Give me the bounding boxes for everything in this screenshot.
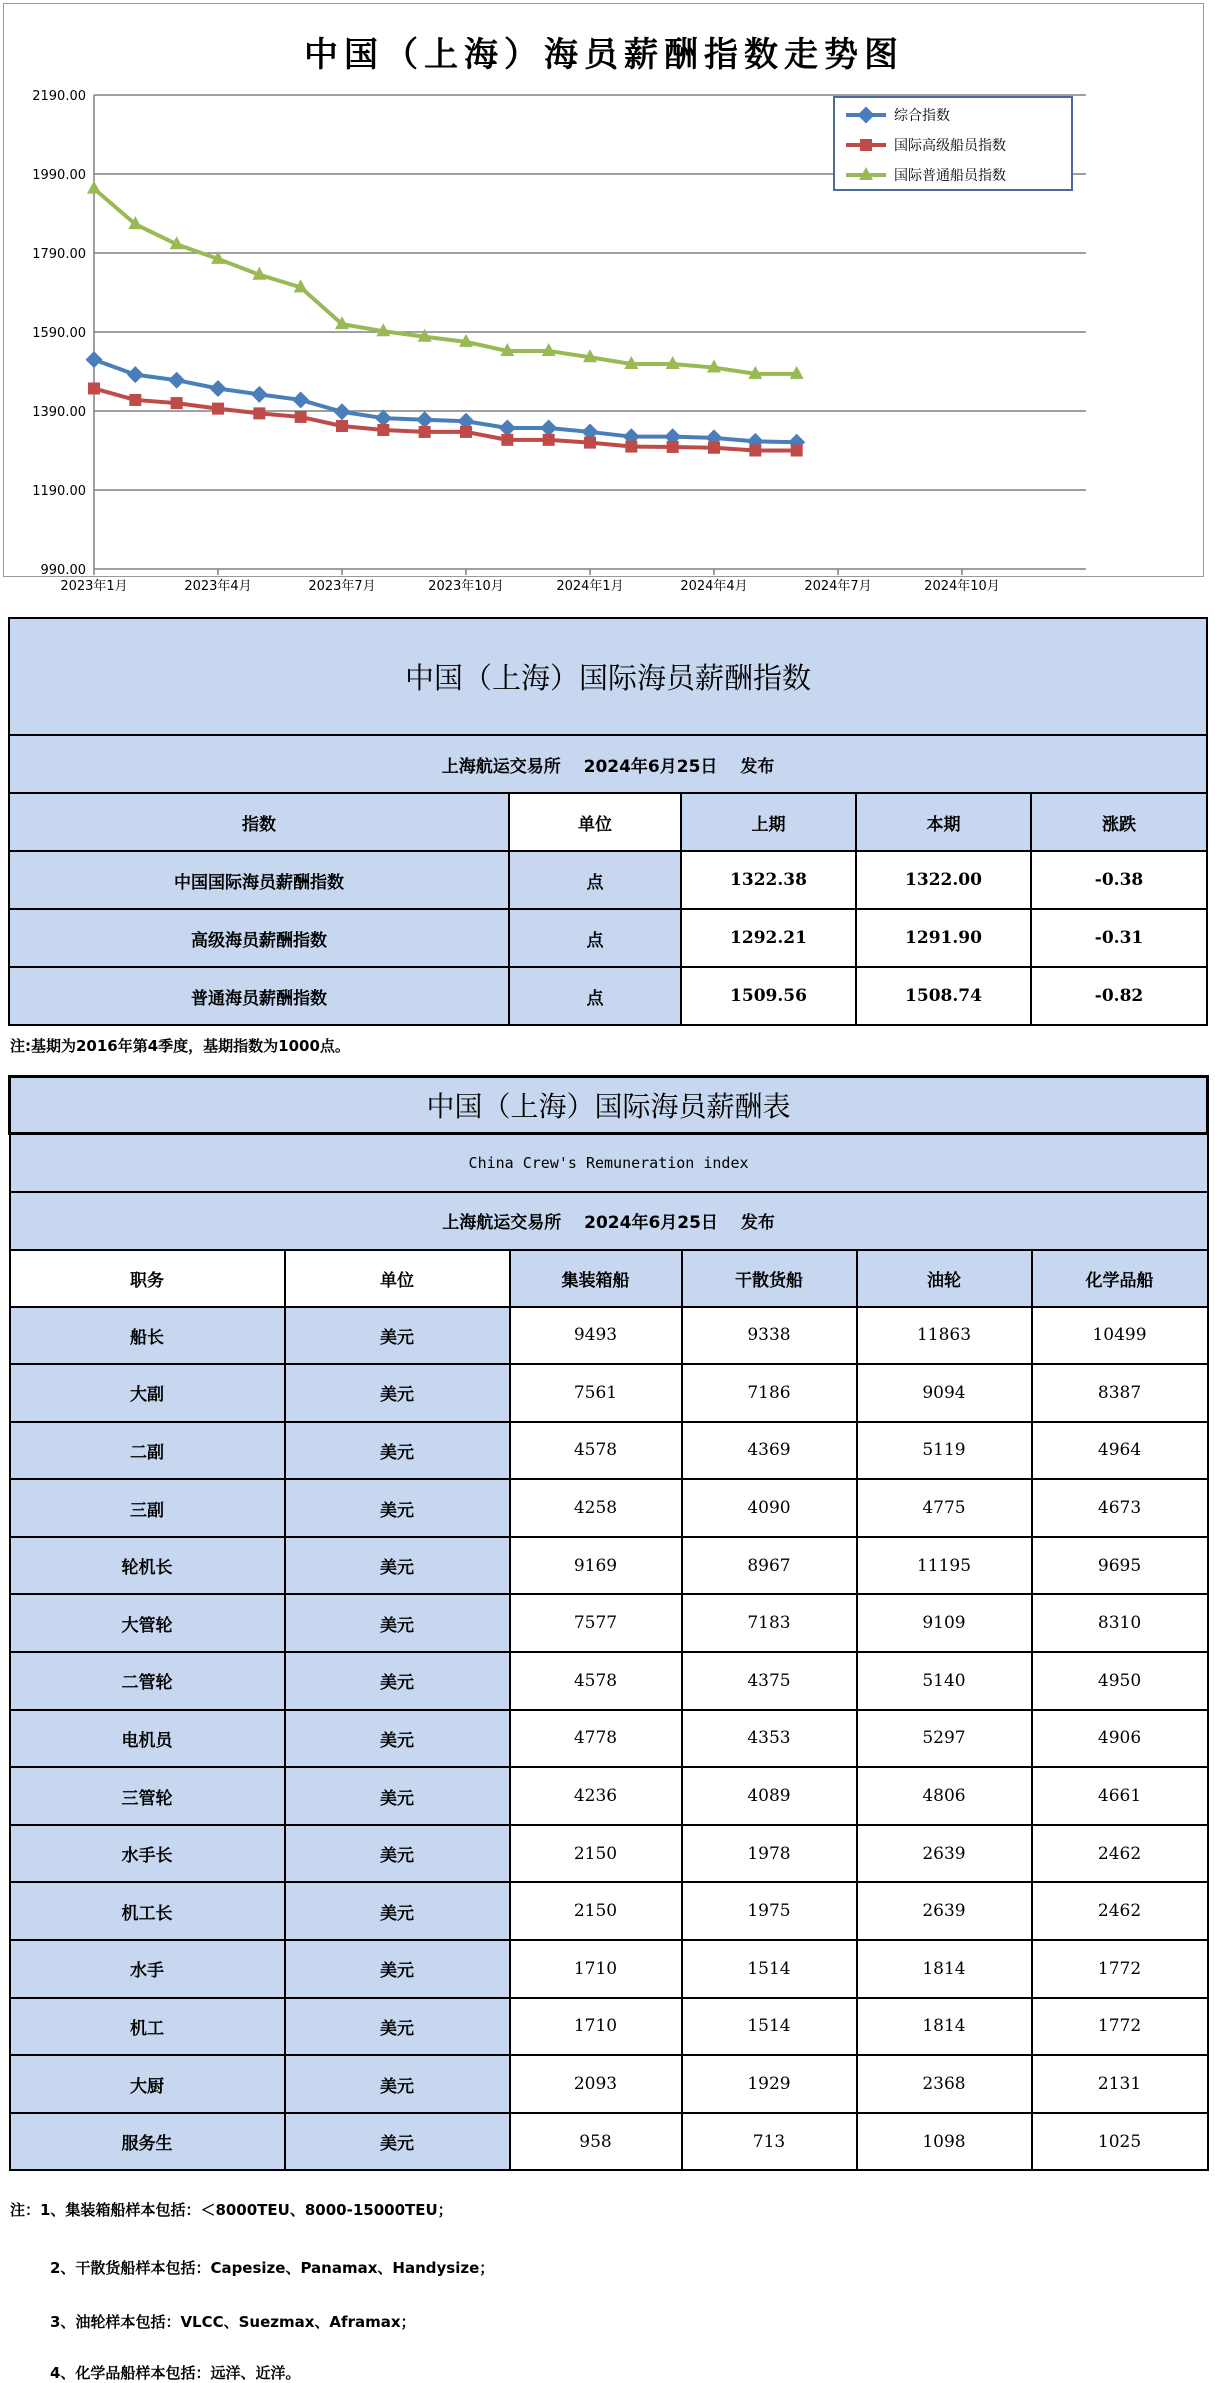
tanker-pay: 4775 (857, 1479, 1032, 1537)
x-tick-label: 2024年1月 (556, 579, 624, 594)
table-row (10, 1998, 1208, 2056)
header-cell: 单位 (285, 1250, 510, 1307)
chemical-tanker-pay: 8310 (1032, 1594, 1208, 1652)
data-point (292, 391, 309, 408)
data-point (295, 411, 307, 423)
data-point (129, 394, 141, 406)
bulk-carrier-pay: 713 (682, 2113, 857, 2171)
container-ship-pay: 7577 (510, 1594, 682, 1652)
data-point (625, 441, 637, 453)
unit-cell: 美元 (285, 1652, 510, 1710)
container-ship-pay: 9169 (510, 1537, 682, 1595)
chemical-tanker-pay: 2462 (1032, 1882, 1208, 1940)
bulk-carrier-pay: 9338 (682, 1307, 857, 1365)
data-point (171, 397, 183, 409)
base-period-note: 注:基期为2016年第4季度，基期指数为1000点。 (10, 1037, 350, 1055)
bulk-carrier-pay: 4089 (682, 1767, 857, 1825)
tanker-pay: 5119 (857, 1422, 1032, 1480)
header-cell: 涨跌 (1031, 793, 1207, 851)
y-tick-label: 1590.00 (32, 326, 86, 341)
chemical-tanker-pay: 2462 (1032, 1825, 1208, 1883)
sample-note-1: 注：1、集装箱船样本包括：＜8000TEU、8000-15000TEU； (10, 2201, 453, 2219)
y-tick-label: 1990.00 (32, 168, 86, 183)
current-value: 1291.90 (856, 909, 1031, 967)
data-point (251, 386, 268, 403)
chemical-tanker-pay: 4964 (1032, 1422, 1208, 1480)
bulk-carrier-pay: 4090 (682, 1479, 857, 1537)
bulk-carrier-pay: 7186 (682, 1364, 857, 1422)
table-row (10, 1537, 1208, 1595)
legend-label: 国际高级船员指数 (894, 138, 1006, 154)
pay-table-subtitle: China Crew's Remuneration index (10, 1134, 1208, 1192)
position-cell: 服务生 (10, 2113, 285, 2171)
data-point (460, 426, 472, 438)
y-tick-label: 1790.00 (32, 247, 86, 262)
bulk-carrier-pay: 4369 (682, 1422, 857, 1480)
unit-cell: 点 (509, 909, 681, 967)
y-tick-label: 1390.00 (32, 405, 86, 420)
unit-cell: 美元 (285, 1422, 510, 1480)
data-point (708, 442, 720, 454)
x-tick-label: 2024年4月 (680, 579, 748, 594)
container-ship-pay: 4578 (510, 1652, 682, 1710)
data-point (543, 434, 555, 446)
position-cell: 大管轮 (10, 1594, 285, 1652)
data-point (210, 380, 227, 397)
bulk-carrier-pay: 1514 (682, 1998, 857, 2056)
table-row (10, 1710, 1208, 1768)
data-point (791, 445, 803, 457)
data-point (88, 382, 100, 394)
data-point (334, 403, 351, 420)
chemical-tanker-pay: 2131 (1032, 2055, 1208, 2113)
bulk-carrier-pay: 4375 (682, 1652, 857, 1710)
unit-cell: 美元 (285, 2113, 510, 2171)
chemical-tanker-pay: 4661 (1032, 1767, 1208, 1825)
data-point (584, 437, 596, 449)
chemical-tanker-pay: 1025 (1032, 2113, 1208, 2171)
unit-cell: 美元 (285, 1307, 510, 1365)
chart-container (3, 3, 1204, 594)
chemical-tanker-pay: 1772 (1032, 1998, 1208, 2056)
bulk-carrier-pay: 8967 (682, 1537, 857, 1595)
container-ship-pay: 2150 (510, 1825, 682, 1883)
tanker-pay: 2639 (857, 1825, 1032, 1883)
table-row (10, 1364, 1208, 1422)
chemical-tanker-pay: 8387 (1032, 1364, 1208, 1422)
index-name: 普通海员薪酬指数 (9, 967, 509, 1025)
chart-title: 中国（上海）海员薪酬指数走势图 (304, 35, 904, 75)
y-tick-label: 2190.00 (32, 89, 86, 104)
container-ship-pay: 4258 (510, 1479, 682, 1537)
position-cell: 大厨 (10, 2055, 285, 2113)
index-name: 中国国际海员薪酬指数 (9, 851, 509, 909)
change-value: -0.82 (1031, 967, 1207, 1025)
header-cell: 油轮 (857, 1250, 1032, 1307)
container-ship-pay: 7561 (510, 1364, 682, 1422)
unit-cell: 美元 (285, 1710, 510, 1768)
index-table-header-row (9, 793, 1207, 851)
table-row (10, 1479, 1208, 1537)
tanker-pay: 2368 (857, 2055, 1032, 2113)
tanker-pay: 9094 (857, 1364, 1032, 1422)
table-row (10, 1594, 1208, 1652)
tanker-pay: 4806 (857, 1767, 1032, 1825)
unit-cell: 美元 (285, 1594, 510, 1652)
table-row (9, 967, 1207, 1025)
position-cell: 二副 (10, 1422, 285, 1480)
header-cell: 单位 (509, 793, 681, 851)
x-tick-label: 2024年7月 (804, 579, 872, 594)
data-point (212, 403, 224, 415)
position-cell: 水手 (10, 1940, 285, 1998)
tanker-pay: 1814 (857, 1940, 1032, 1998)
position-cell: 电机员 (10, 1710, 285, 1768)
bulk-carrier-pay: 1978 (682, 1825, 857, 1883)
y-tick-label: 1190.00 (32, 484, 86, 499)
table-row (10, 1940, 1208, 1998)
tanker-pay: 2639 (857, 1882, 1032, 1940)
x-tick-label: 2023年1月 (60, 579, 128, 594)
header-cell: 指数 (9, 793, 509, 851)
container-ship-pay: 4578 (510, 1422, 682, 1480)
position-cell: 二管轮 (10, 1652, 285, 1710)
chemical-tanker-pay: 4906 (1032, 1710, 1208, 1768)
container-ship-pay: 2093 (510, 2055, 682, 2113)
table-row (10, 1882, 1208, 1940)
container-ship-pay: 9493 (510, 1307, 682, 1365)
position-cell: 机工长 (10, 1882, 285, 1940)
x-tick-label: 2024年10月 (924, 579, 1000, 594)
legend-marker (860, 139, 872, 151)
table-row (9, 909, 1207, 967)
header-cell: 干散货船 (682, 1250, 857, 1307)
legend-label: 综合指数 (894, 108, 950, 124)
data-point (336, 420, 348, 432)
position-cell: 轮机长 (10, 1537, 285, 1595)
sample-note-3: 3、油轮样本包括：VLCC、Suezmax、Aframax； (50, 2313, 416, 2331)
bulk-carrier-pay: 4353 (682, 1710, 857, 1768)
unit-cell: 美元 (285, 2055, 510, 2113)
y-tick-label: 990.00 (40, 563, 86, 578)
table-row (10, 1825, 1208, 1883)
data-point (377, 424, 389, 436)
chemical-tanker-pay: 4950 (1032, 1652, 1208, 1710)
data-point (87, 181, 101, 194)
data-point (749, 445, 761, 457)
previous-value: 1292.21 (681, 909, 856, 967)
container-ship-pay: 958 (510, 2113, 682, 2171)
index-table (8, 617, 1208, 1026)
data-point (419, 426, 431, 438)
tanker-pay: 5297 (857, 1710, 1032, 1768)
tanker-pay: 5140 (857, 1652, 1032, 1710)
data-point (127, 366, 144, 383)
table-row (10, 2113, 1208, 2171)
series-line-3 (94, 189, 797, 374)
data-point (168, 372, 185, 389)
table-row (10, 2055, 1208, 2113)
data-point (416, 411, 433, 428)
sample-note-4: 4、化学品船样本包括：远洋、近洋。 (50, 2364, 301, 2382)
tanker-pay: 11195 (857, 1537, 1032, 1595)
change-value: -0.38 (1031, 851, 1207, 909)
position-cell: 三副 (10, 1479, 285, 1537)
unit-cell: 美元 (285, 1479, 510, 1537)
index-table-publisher: 上海航运交易所 2024年6月25日 发布 (9, 735, 1207, 793)
position-cell: 大副 (10, 1364, 285, 1422)
chemical-tanker-pay: 1772 (1032, 1940, 1208, 1998)
bulk-carrier-pay: 1514 (682, 1940, 857, 1998)
container-ship-pay: 1710 (510, 1998, 682, 2056)
series-line-1 (94, 360, 797, 443)
position-cell: 水手长 (10, 1825, 285, 1883)
header-cell: 化学品船 (1032, 1250, 1208, 1307)
tanker-pay: 9109 (857, 1594, 1032, 1652)
table-row (10, 1767, 1208, 1825)
change-value: -0.31 (1031, 909, 1207, 967)
current-value: 1508.74 (856, 967, 1031, 1025)
table-row (9, 851, 1207, 909)
container-ship-pay: 1710 (510, 1940, 682, 1998)
pay-table (8, 1075, 1209, 2171)
container-ship-pay: 4778 (510, 1710, 682, 1768)
table-row (10, 1307, 1208, 1365)
unit-cell: 美元 (285, 1364, 510, 1422)
sample-note-2: 2、干散货船样本包括：Capesize、Panamax、Handysize； (50, 2259, 495, 2277)
x-tick-label: 2023年7月 (308, 579, 376, 594)
position-cell: 船长 (10, 1307, 285, 1365)
header-cell: 上期 (681, 793, 856, 851)
index-name: 高级海员薪酬指数 (9, 909, 509, 967)
pay-table-header-row (10, 1250, 1208, 1307)
chemical-tanker-pay: 4673 (1032, 1479, 1208, 1537)
data-point (86, 351, 103, 368)
container-ship-pay: 2150 (510, 1882, 682, 1940)
x-tick-label: 2023年10月 (428, 579, 504, 594)
tanker-pay: 1098 (857, 2113, 1032, 2171)
unit-cell: 点 (509, 851, 681, 909)
unit-cell: 美元 (285, 1998, 510, 2056)
container-ship-pay: 4236 (510, 1767, 682, 1825)
header-cell: 集装箱船 (510, 1250, 682, 1307)
previous-value: 1322.38 (681, 851, 856, 909)
header-cell: 职务 (10, 1250, 285, 1307)
data-point (667, 441, 679, 453)
tanker-pay: 1814 (857, 1998, 1032, 2056)
previous-value: 1509.56 (681, 967, 856, 1025)
table-row (10, 1422, 1208, 1480)
index-trend-chart (4, 4, 1203, 594)
chemical-tanker-pay: 9695 (1032, 1537, 1208, 1595)
x-tick-label: 2023年4月 (184, 579, 252, 594)
pay-table-publisher: 上海航运交易所 2024年6月25日 发布 (10, 1192, 1208, 1250)
unit-cell: 美元 (285, 1767, 510, 1825)
unit-cell: 美元 (285, 1882, 510, 1940)
tanker-pay: 11863 (857, 1307, 1032, 1365)
current-value: 1322.00 (856, 851, 1031, 909)
header-cell: 本期 (856, 793, 1031, 851)
position-cell: 三管轮 (10, 1767, 285, 1825)
bulk-carrier-pay: 1929 (682, 2055, 857, 2113)
data-point (253, 407, 265, 419)
data-point (501, 434, 513, 446)
index-table-title: 中国（上海）国际海员薪酬指数 (9, 618, 1207, 735)
unit-cell: 点 (509, 967, 681, 1025)
chemical-tanker-pay: 10499 (1032, 1307, 1208, 1365)
bulk-carrier-pay: 1975 (682, 1882, 857, 1940)
unit-cell: 美元 (285, 1825, 510, 1883)
position-cell: 机工 (10, 1998, 285, 2056)
table-row (10, 1652, 1208, 1710)
legend-label: 国际普通船员指数 (894, 168, 1006, 184)
bulk-carrier-pay: 7183 (682, 1594, 857, 1652)
unit-cell: 美元 (285, 1537, 510, 1595)
unit-cell: 美元 (285, 1940, 510, 1998)
pay-table-title: 中国（上海）国际海员薪酬表 (10, 1077, 1208, 1134)
